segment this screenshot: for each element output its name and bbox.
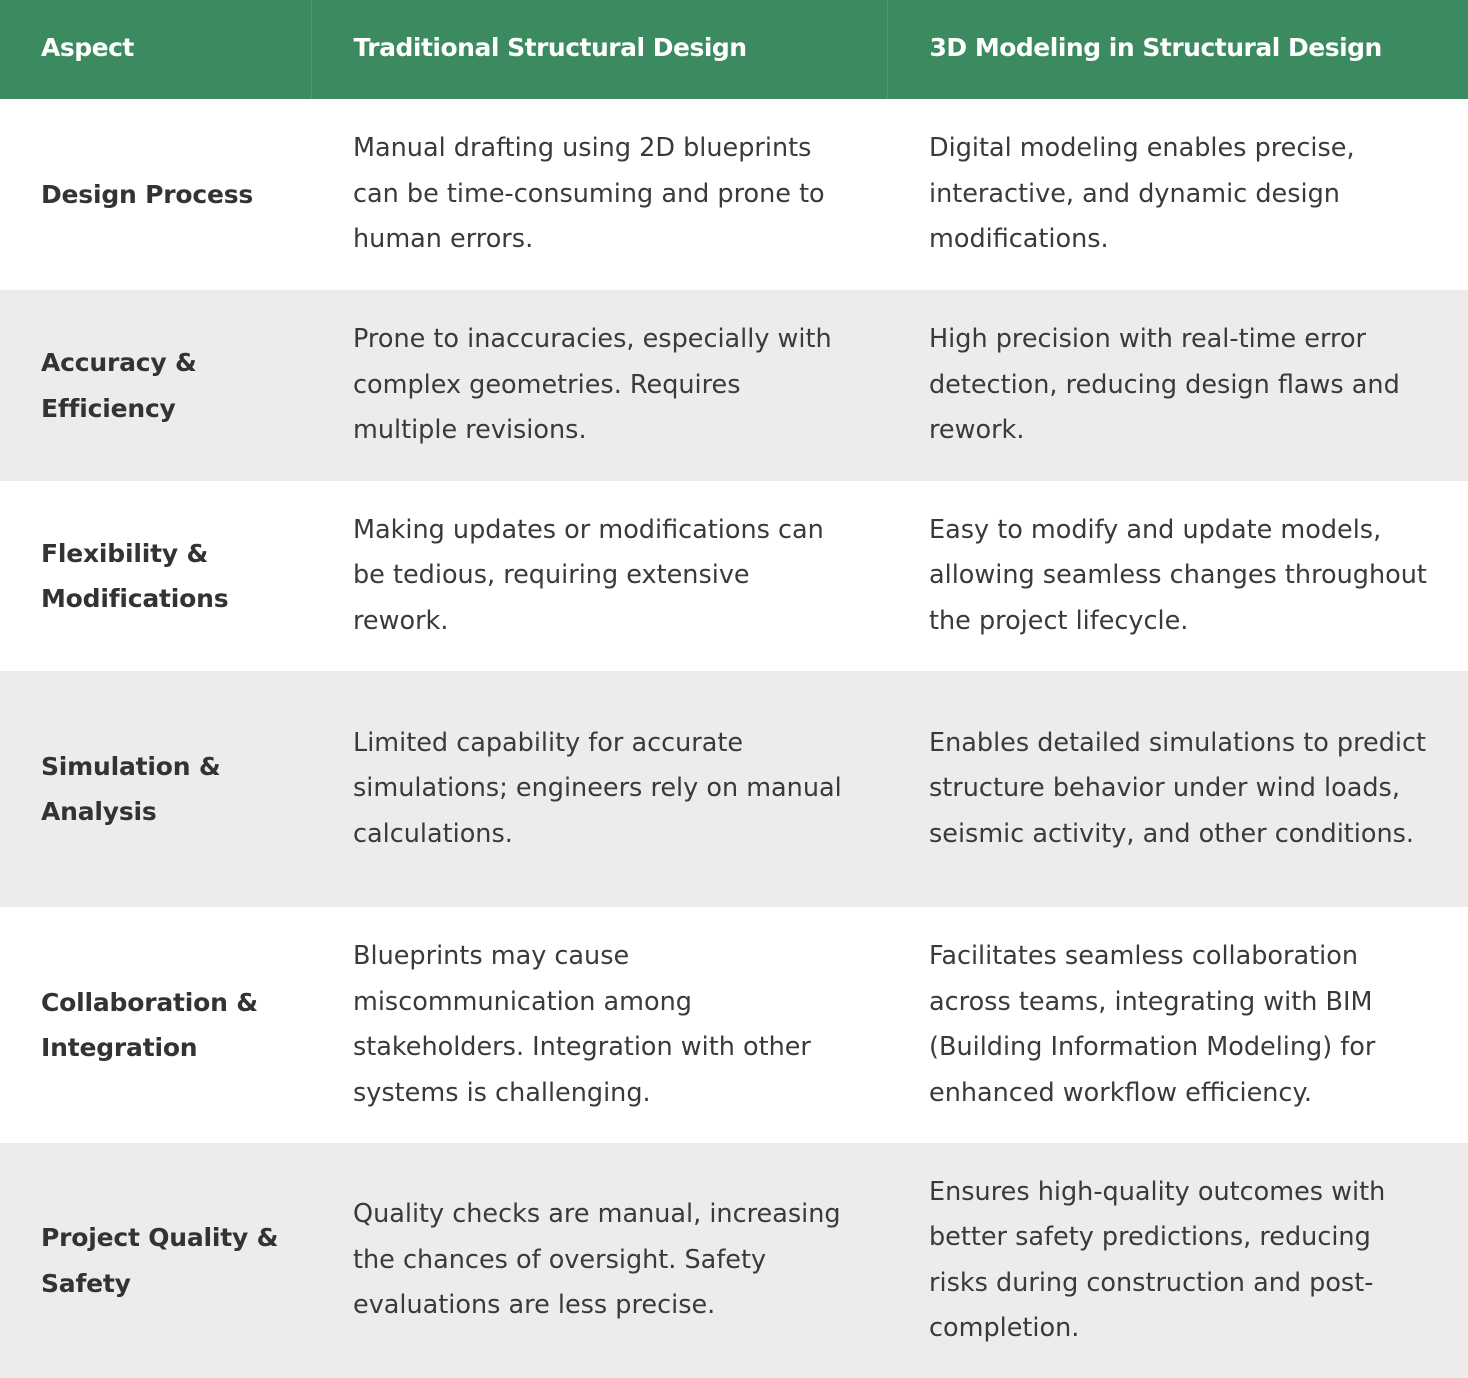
row-traditional-cell: Making updates or modifications can be tedious, requiring extensive rework. xyxy=(311,481,887,671)
row-aspect-cell: Simulation & Analysis xyxy=(0,671,311,907)
row-aspect-cell: Design Process xyxy=(0,99,311,290)
table-row xyxy=(0,907,1468,1143)
row-3d-modeling-cell: Easy to modify and update models, allowing seamless changes throughout the project lifecycle. xyxy=(887,481,1468,671)
table-row xyxy=(0,99,1468,290)
row-3d-modeling-cell: High precision with real-time error detection, reducing design flaws and rework. xyxy=(887,290,1468,481)
row-aspect-cell: Flexibility & Modifications xyxy=(0,481,311,671)
row-traditional-cell: Prone to inaccuracies, especially with complex geometries. Requires multiple revisions. xyxy=(311,290,887,481)
row-traditional-cell: Limited capability for accurate simulations; engineers rely on manual calculations. xyxy=(311,671,887,907)
header-3d-modeling: 3D Modeling in Structural Design xyxy=(887,0,1468,99)
header-aspect: Aspect xyxy=(0,0,311,99)
row-3d-modeling-cell: Ensures high-quality outcomes with better safety predictions, reducing risks during construction and post-completion. xyxy=(887,1143,1468,1378)
header-row xyxy=(0,0,1468,99)
row-3d-modeling-cell: Digital modeling enables precise, interactive, and dynamic design modifications. xyxy=(887,99,1468,290)
table-row xyxy=(0,1143,1468,1378)
row-aspect-cell: Collaboration & Integration xyxy=(0,907,311,1143)
row-aspect-cell: Accuracy & Efficiency xyxy=(0,290,311,481)
header-traditional: Traditional Structural Design xyxy=(311,0,887,99)
row-traditional-cell: Manual drafting using 2D blueprints can be time-consuming and prone to human errors. xyxy=(311,99,887,290)
row-3d-modeling-cell: Facilitates seamless collaboration across teams, integrating with BIM (Building Information Modeling) for enhanced workflow efficiency. xyxy=(887,907,1468,1143)
row-3d-modeling-cell: Enables detailed simulations to predict structure behavior under wind loads, seismic activity, and other conditions. xyxy=(887,671,1468,907)
table-row xyxy=(0,290,1468,481)
row-aspect-cell: Project Quality & Safety xyxy=(0,1143,311,1378)
table-header xyxy=(0,0,1468,99)
table-body xyxy=(0,99,1468,1378)
row-traditional-cell: Blueprints may cause miscommunication among stakeholders. Integration with other systems is challenging. xyxy=(311,907,887,1143)
table-row xyxy=(0,671,1468,907)
table-row xyxy=(0,481,1468,671)
row-traditional-cell: Quality checks are manual, increasing the chances of oversight. Safety evaluations are less precise. xyxy=(311,1143,887,1378)
